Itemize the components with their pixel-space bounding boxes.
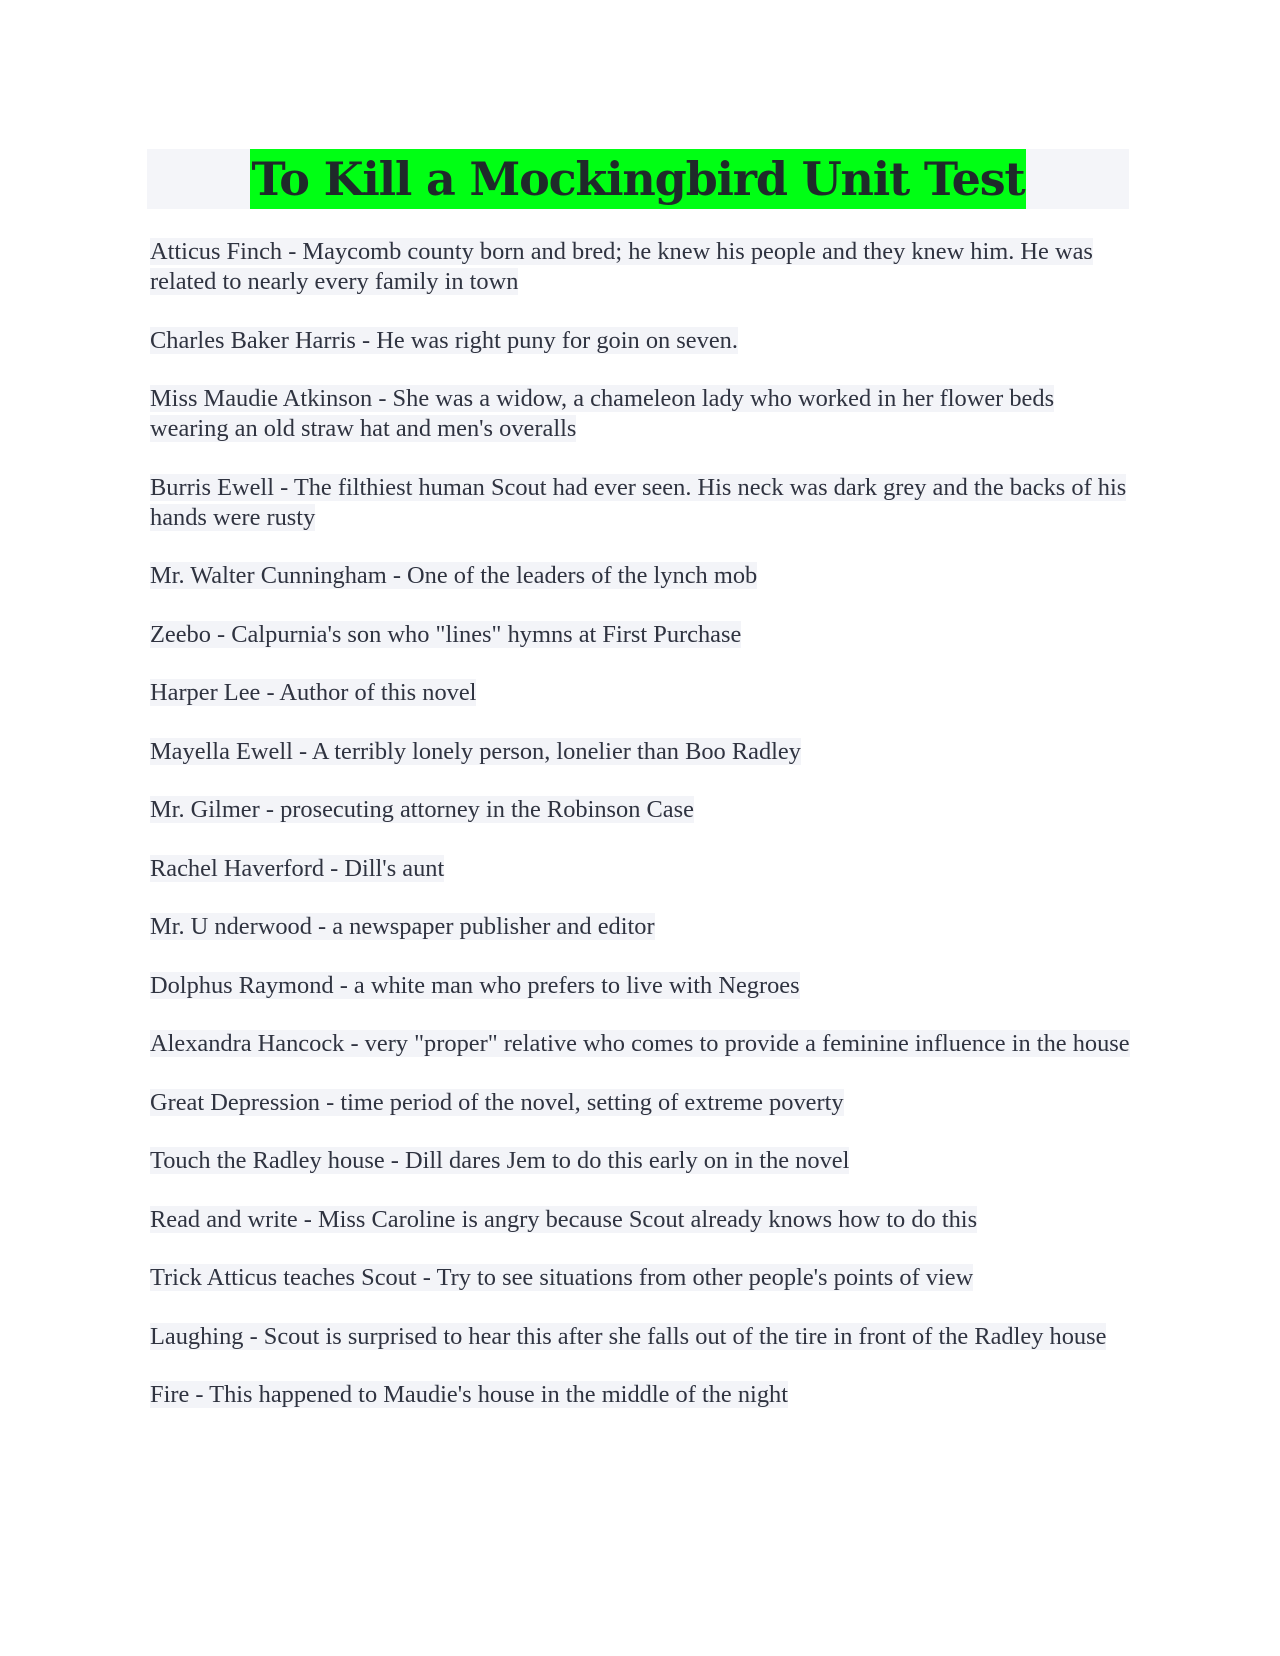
term-entry-text: Great Depression - time period of the novel, setting of extreme poverty: [150, 1088, 844, 1116]
document-title: To Kill a Mockingbird Unit Test: [250, 149, 1027, 209]
term-entry-text: Trick Atticus teaches Scout - Try to see situations from other people's points of view: [150, 1264, 974, 1291]
term-entry: [150, 1088, 1130, 1118]
term-entry-text: Touch the Radley house - Dill dares Jem to do this early on in the novel: [150, 1147, 850, 1174]
term-entry: [150, 1146, 1130, 1176]
term-entry: [150, 971, 1130, 1001]
term-entry-text: Dolphus Raymond - a white man who prefers to live with Negroes: [150, 971, 800, 999]
term-entry: [150, 620, 1130, 650]
term-entry: [150, 237, 1130, 297]
term-entry: [150, 561, 1130, 591]
term-entry: [150, 854, 1130, 884]
term-entry-text: Zeebo - Calpurnia's son who "lines" hymns at First Purchase: [150, 620, 742, 648]
term-entry-text: Mr. Walter Cunningham - One of the leaders of the lynch mob: [150, 562, 758, 589]
term-entry: [150, 326, 1130, 356]
term-entry-text: Read and write - Miss Caroline is angry because Scout already knows how to do this: [150, 1205, 978, 1233]
term-entry: [150, 1380, 1130, 1410]
term-entry: [150, 912, 1130, 942]
term-entry-text: Mr. U nderwood - a newspaper publisher and editor: [150, 913, 655, 940]
term-entry-text: Alexandra Hancock - very "proper" relative who comes to provide a feminine influence in the house: [150, 1030, 1130, 1057]
term-entry: [150, 737, 1130, 767]
term-entry-text: Mayella Ewell - A terribly lonely person, lonelier than Boo Radley: [150, 737, 801, 765]
term-entry-text: Fire - This happened to Maudie's house in the middle of the night: [150, 1381, 788, 1408]
term-entry-text: Miss Maudie Atkinson - She was a widow, a chameleon lady who worked in her flower beds wearing an old straw hat and men's overalls: [150, 385, 1055, 442]
term-entry: [150, 1029, 1130, 1059]
term-entry-text: Rachel Haverford - Dill's aunt: [150, 854, 445, 882]
term-entry-text: Mr. Gilmer - prosecuting attorney in the Robinson Case: [150, 796, 694, 823]
term-entry-text: Burris Ewell - The filthiest human Scout had ever seen. His neck was dark grey and the backs of his hands were rusty: [150, 473, 1127, 531]
term-entry-text: Charles Baker Harris - He was right puny for goin on seven.: [150, 326, 738, 354]
term-list: [150, 237, 1130, 1439]
term-entry: [150, 1205, 1130, 1235]
term-entry: [150, 1322, 1130, 1352]
term-entry: [150, 678, 1130, 708]
term-entry: [150, 473, 1130, 533]
term-entry-text: Harper Lee - Author of this novel: [150, 679, 477, 706]
term-entry: [150, 795, 1130, 825]
term-entry-text: Laughing - Scout is surprised to hear this after she falls out of the tire in front of the Radley house: [150, 1322, 1107, 1350]
title-band: [147, 149, 1129, 209]
term-entry: [150, 384, 1130, 444]
term-entry-text: Atticus Finch - Maycomb county born and bred; he knew his people and they knew him. He was related to nearly every family in town: [150, 238, 1093, 295]
term-entry: [150, 1263, 1130, 1293]
